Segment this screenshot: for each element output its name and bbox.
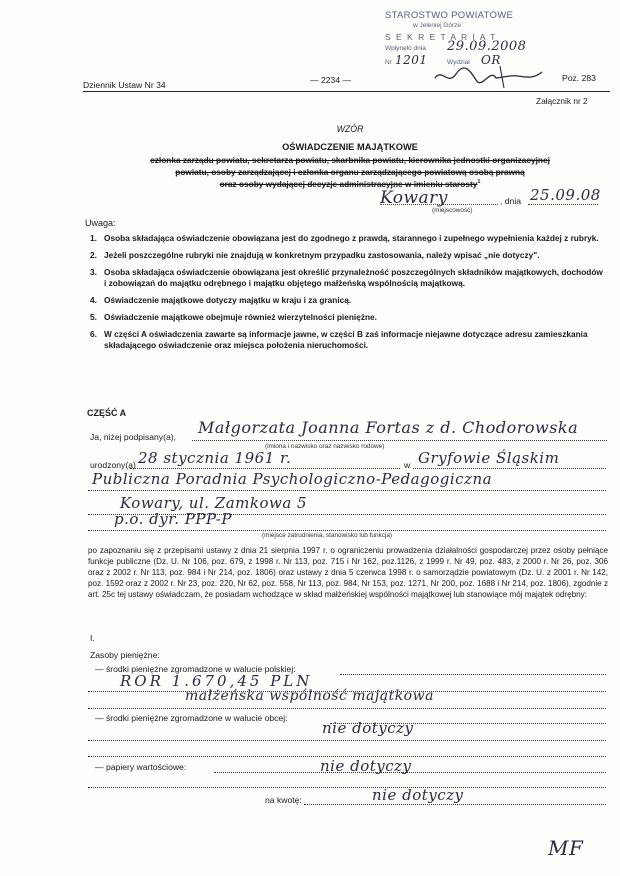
uwaga-item-number: 3. xyxy=(90,266,97,277)
pln-label: — środki pieniężne zgromadzone w walucie polskiej: xyxy=(95,664,296,674)
pln-value-1: ROR 1.670,45 PLN xyxy=(120,672,313,690)
born-date-line xyxy=(130,468,400,469)
stamp-wydzial-label: Wydział xyxy=(447,59,470,67)
uwaga-item-number: 6. xyxy=(90,328,97,339)
securities-rule-1 xyxy=(88,787,606,788)
securities-label-text: papiery wartościowe: xyxy=(105,762,187,772)
pln-rule-2 xyxy=(88,708,606,709)
uwaga-item-number: 1. xyxy=(90,233,97,243)
pln-label-text: środki pieniężne zgromadzone w walucie polskiej: xyxy=(105,664,296,674)
pln-value-2: małżeńska wspólność majątkowa xyxy=(185,688,434,704)
registry-stamp xyxy=(385,10,615,71)
journal-page-number: — 2234 — xyxy=(310,75,352,85)
born-place-line xyxy=(413,468,606,469)
foreign-label: — środki pieniężne zgromadzone w walucie obcej: xyxy=(95,713,288,723)
employer-line-2: Kowary, ul. Zamkowa 5 xyxy=(120,494,308,512)
journal-position: Poz. 283 xyxy=(562,73,596,83)
place-value: Kowary xyxy=(380,188,448,208)
stamp-received-date: 29.09.2008 xyxy=(447,39,527,55)
uwaga-item xyxy=(90,312,605,323)
amount-label: na kwotę: xyxy=(265,795,302,805)
foreign-value: nie dotyczy xyxy=(322,719,414,737)
foreign-rule-1 xyxy=(88,740,606,741)
born-place-value: Gryfowie Śląskim xyxy=(418,449,560,467)
born-date-value: 28 stycznia 1961 r. xyxy=(138,449,292,467)
stamp-signature xyxy=(430,64,550,92)
uwaga-item xyxy=(90,233,605,244)
date-value: 25.09.08 xyxy=(530,186,601,204)
uwaga-list xyxy=(90,233,605,357)
stamp-nr-label: Nr xyxy=(385,59,392,67)
uwaga-item-number: 2. xyxy=(90,249,97,260)
section-a-heading: CZĘŚĆ A xyxy=(87,408,127,418)
uwaga-item-text: Osoba składająca oświadczenie obowiązana jest określić przynależność poszczególnych składników majątkowych, dochodów i zobowiązań do majątku odrębnego i majątku objętego małżeńską wspólnością majątkową. xyxy=(104,266,603,288)
wzor-label: WZÓR xyxy=(336,124,364,134)
uwaga-item-text: Jeżeli poszczególne rubryki nie znajdują w konkretnym przypadku zastosowania, należy wpisać „nie dotyczy". xyxy=(104,249,540,260)
journal-title: Dziennik Ustaw Nr 34 xyxy=(83,80,166,90)
stamp-received-label: Wpłynęło dnia xyxy=(385,45,426,53)
place-line xyxy=(380,204,498,205)
uwaga-item-text: Osoba składająca oświadczenie obowiązana jest do zgodnego z prawdą, starannego i zupełnego wypełnienia każdej z rubryk. xyxy=(104,233,599,243)
employer-caption: (miejsce zatrudnienia, stanowisko lub funkcja) xyxy=(262,532,393,539)
place-date-row xyxy=(380,188,610,218)
name-caption: (imiona i nazwisko oraz nazwisko rodowe) xyxy=(265,443,385,450)
date-label: , dnia xyxy=(500,196,522,206)
section-1-roman: I. xyxy=(90,633,95,643)
legal-paragraph: po zapoznaniu się z przepisami ustawy z dnia 21 sierpnia 1997 r. o ograniczeniu prowadzenia działalności gospodarczej przez osoby pełniące funkcje publiczne (Dz. U. Nr 106, poz. 679, z 1998 r. Nr 113, poz. 715 i Nr 162, poz.1126, z 1999 r. Nr 49, poz. 483, z 2000 r. Nr 26, poz. 306 oraz z 2002 r. Nr 113, poz. 984 i Nr 214, poz. 1806) oraz ustawy z dnia 5 czerwca 1998 r. o samorządzie powiatowym (Dz. U. z 2001 r. Nr 142, poz. 1592 oraz z 2002 r. Nr 23, poz. 220, Nr 62, poz. 558, Nr 113, poz. 984, Nr 153, poz. 1271, Nr 200, poz. 1688 i Nr 214, poz. 1806), zgodnie z art. 25c tej ustawy oświadczam, że posiadam wchodzące w skład małżeńskiej wspólności majątkowej lub stanowiące mój majątek odrębny: xyxy=(88,546,608,599)
uwaga-item-number: 5. xyxy=(90,311,97,322)
amount-value: nie dotyczy xyxy=(372,786,464,804)
foreign-label-text: środki pieniężne zgromadzone w walucie obcej: xyxy=(105,713,288,723)
pln-rule-0 xyxy=(340,674,606,675)
securities-label: — papiery wartościowe: xyxy=(95,762,187,772)
subtitle-line-1: członka zarządu powiatu, sekretarza powiatu, skarbnika powiatu, kierownika jednostki organizacyjnej xyxy=(150,155,550,165)
zasoby-label: Zasoby pieniężne: xyxy=(90,650,160,660)
born-in-label: w xyxy=(404,460,411,470)
uwaga-item-text: Oświadczenie majątkowe obejmuje również wierzytelności pieniężne. xyxy=(104,311,377,322)
uwaga-item-text: Oświadczenie majątkowe dotyczy majątku w kraju i za granicą. xyxy=(104,294,352,305)
employer-rule-3 xyxy=(88,530,606,531)
uwaga-item-text: W części A oświadczenia zawarte są informacje jawne, w części B zaś informacje niejawne dotyczące adresu zamieszkania składającego oświadczenie oraz miejsca położenia nieruchomości. xyxy=(104,328,588,350)
date-line xyxy=(528,204,598,205)
stamp-nr-value: 1201 xyxy=(395,53,428,68)
title-footnote: 1 xyxy=(477,179,481,186)
uwaga-item xyxy=(90,329,605,351)
employer-line-1: Publiczna Poradnia Psychologiczno-Pedagogiczna xyxy=(92,470,493,488)
stamp-wydzial-value: OR xyxy=(481,53,501,68)
stamp-city: w Jeleniej Górze xyxy=(413,22,462,30)
attachment-label: Załącznik nr 2 xyxy=(536,96,588,106)
employer-line-3: p.o. dyr. PPP-P xyxy=(114,510,232,528)
stamp-office: STAROSTWO POWIATOWE xyxy=(385,10,514,21)
document-title: OŚWIADCZENIE MAJĄTKOWE xyxy=(282,142,418,152)
initials-mark: MF xyxy=(548,836,584,860)
ja-label: Ja, niżej podpisany(a), xyxy=(90,432,176,442)
name-line xyxy=(192,440,607,441)
stamp-dept: S E K R E T A R I A T xyxy=(385,32,497,43)
employer-rule-1 xyxy=(88,490,606,491)
header-rule xyxy=(83,91,610,92)
subtitle-line-2: powiatu, osoby zarządzającej i członka organu zarządzającego powiatową osobą prawną xyxy=(175,167,525,177)
uwaga-item xyxy=(90,250,605,261)
uwaga-heading: Uwaga: xyxy=(85,218,116,228)
uwaga-item-number: 4. xyxy=(90,294,97,305)
uwaga-item xyxy=(90,267,605,289)
uwaga-item xyxy=(90,295,605,306)
born-label: urodzony(a) xyxy=(90,460,136,470)
place-caption: (miejscowość) xyxy=(432,207,473,214)
securities-value: nie dotyczy xyxy=(320,757,412,775)
name-value: Małgorzata Joanna Fortas z d. Chodorowska xyxy=(198,418,579,437)
subtitle-line-3-text: oraz osoby wydającej decyzje administracyjne w imieniu starosty xyxy=(219,179,478,189)
